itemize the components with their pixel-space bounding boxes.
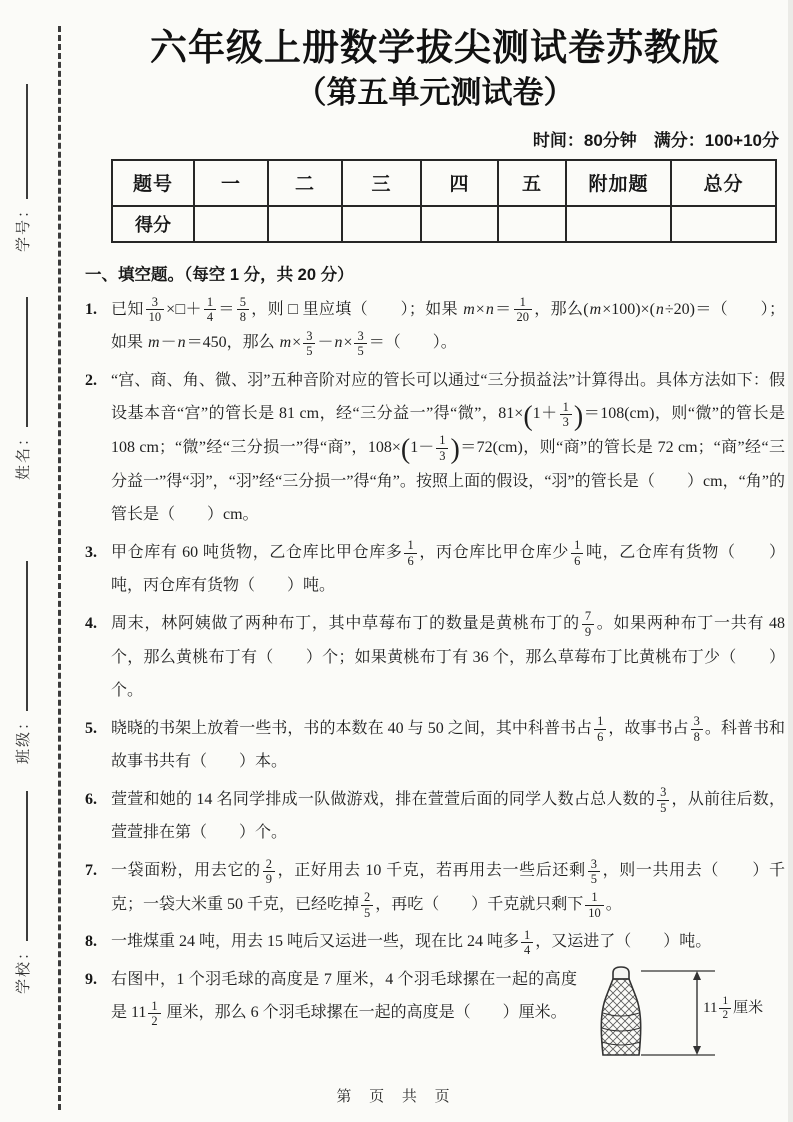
sidebar-item-school xyxy=(12,791,33,994)
fraction: $\frac{3}{5}$ xyxy=(657,785,669,815)
footer-page-label: 第 页 共 页 xyxy=(336,1089,457,1105)
section-heading: 一、填空题。（每空 1 分，共 20 分） xyxy=(85,265,354,284)
student-id-label: 学号： xyxy=(16,200,32,252)
score-cell xyxy=(342,206,421,242)
question xyxy=(85,536,785,603)
big-paren: ( xyxy=(400,434,411,466)
page-subtitle: （第五单元测试卷） xyxy=(295,75,575,111)
figure-dimension-label xyxy=(703,993,763,1025)
sidebar-item-student-id xyxy=(12,84,33,252)
school-blank-line xyxy=(13,791,29,941)
question-number: 7. xyxy=(85,862,97,880)
question-text: 已知 $\frac{3}{10}$ ×□＋ $\frac{1}{4}$ ＝ $\frac{5}{8}$ ，则 □ 里应填（ ）；如果 m×n＝ $\frac{1}{20}$ ，那么(m×100)×(n÷20)＝（ ）；如果 m－n＝450，那么 m× $\frac{3}{5}$ －n× $\frac{3}{5}$ ＝（ ）。 xyxy=(111,295,785,358)
score-table-header-cell: 总分 xyxy=(671,160,776,206)
fraction: $\frac{1}{3}$ xyxy=(560,400,572,430)
question xyxy=(85,607,785,708)
score-table-header-cell: 三 xyxy=(342,160,421,206)
fraction: $\frac{1}{6}$ xyxy=(594,714,606,744)
binding-dashed-line xyxy=(58,26,61,1110)
score-cell xyxy=(194,206,268,242)
big-paren: ) xyxy=(573,400,584,432)
fraction: $\frac{3}{5}$ xyxy=(354,329,366,359)
score-cell xyxy=(671,206,776,242)
exam-content xyxy=(85,0,785,1067)
score-cell xyxy=(498,206,566,242)
score-cell xyxy=(566,206,671,242)
question-text: 11 $\frac{1}{2}$ 厘米 右图中，1 个羽毛球的高度是 7 厘米，4 个羽毛球摞在一起的高度是 11 $\frac{1}{2}$ 厘米，那么 6 个羽毛球摞在一起的高度是（ ）厘米。 xyxy=(111,963,785,1063)
shuttlecock-figure xyxy=(585,965,785,1061)
class-label: 班级： xyxy=(16,712,32,764)
dimension-int: 11 xyxy=(703,999,718,1016)
dimension-unit: 厘米 xyxy=(733,999,764,1016)
score-table-header-cell: 一 xyxy=(194,160,268,206)
fraction: $\frac{1}{20}$ xyxy=(514,295,532,325)
student-id-blank-line xyxy=(13,84,29,199)
question xyxy=(85,854,785,921)
fraction: $\frac{3}{10}$ xyxy=(146,295,164,325)
sidebar-item-name xyxy=(12,297,33,480)
fraction: $\frac{5}{8}$ xyxy=(237,295,249,325)
fraction: $\frac{1}{10}$ xyxy=(585,890,603,920)
math-variable: m xyxy=(279,334,292,352)
question-text: 甲仓库有 60 吨货物，乙仓库比甲仓库多 $\frac{1}{6}$ ，丙仓库比甲仓库少 $\frac{1}{6}$ 吨，乙仓库有货物（ ）吨，丙仓库有货物（ ）吨。 xyxy=(111,538,785,595)
fraction: $\frac{3}{5}$ xyxy=(303,329,315,359)
score-table xyxy=(111,159,777,243)
question-list xyxy=(85,293,785,1063)
class-blank-line xyxy=(13,561,29,711)
fraction: $\frac{2}{5}$ xyxy=(361,890,373,920)
question-number: 6. xyxy=(85,790,97,808)
question-text: 晓晓的书架上放着一些书，书的本数在 40 与 50 之间，其中科普书占 $\frac{1}{6}$ ，故事书占 $\frac{3}{8}$ 。科普书和故事书共有（ ）本。 xyxy=(111,714,785,771)
fraction: $\frac{3}{8}$ xyxy=(691,714,703,744)
score-label-cell: 得分 xyxy=(112,206,194,242)
score-cell xyxy=(421,206,498,242)
big-paren: ( xyxy=(523,400,533,432)
score-table-score-row xyxy=(112,206,776,242)
question-text: 一袋面粉，用去它的 $\frac{2}{9}$ ，正好用去 10 千克，若再用去一些后还剩 $\frac{3}{5}$ ，则一共用去（ ）千克；一袋大米重 50 千克，已经吃掉 $\frac{2}{5}$ ，再吃（ ）千克就只剩下 $\frac{1}{10}$ 。 xyxy=(111,856,785,920)
score-table-header-cell: 二 xyxy=(268,160,342,206)
question-number: 5. xyxy=(85,719,97,737)
score-table-header-cell: 题号 xyxy=(112,160,194,206)
question-number: 9. xyxy=(85,970,97,988)
school-label: 学校： xyxy=(16,942,32,994)
question-text: 一堆煤重 24 吨，用去 15 吨后又运进一些，现在比 24 吨多 $\frac{1}{4}$ ，又运进了（ ）吨。 xyxy=(111,927,712,958)
dimension-fraction: $\frac{1}{2}$ xyxy=(719,995,731,1022)
math-variable: m xyxy=(463,300,475,318)
math-variable: n xyxy=(485,300,494,318)
math-variable: n xyxy=(655,300,664,318)
sidebar-item-class xyxy=(12,561,33,764)
question-text: 周末，林阿姨做了两种布丁，其中草莓布丁的数量是黄桃布丁的 $\frac{7}{9}$ 。如果两种布丁一共有 48 个，那么黄桃布丁有（ ）个；如果黄桃布丁有 36 个，那么草莓布丁比黄桃布丁少（ ）个。 xyxy=(111,609,785,700)
score-table-header-cell: 附加题 xyxy=(566,160,671,206)
question-number: 4. xyxy=(85,614,97,632)
name-label: 姓名： xyxy=(16,428,32,480)
question-text: 萱萱和她的 14 名同学排成一队做游戏，排在萱萱后面的同学人数占总人数的 $\frac{3}{5}$ ，从前往后数，萱萱排在第（ ）个。 xyxy=(111,785,785,842)
score-table-header-row xyxy=(112,160,776,206)
fraction: $\frac{1}{2}$ xyxy=(148,999,160,1029)
fraction: $\frac{1}{4}$ xyxy=(204,295,216,325)
question-number: 2. xyxy=(85,371,97,389)
fraction: $\frac{7}{9}$ xyxy=(582,609,594,639)
fraction: $\frac{1}{3}$ xyxy=(436,433,448,463)
name-blank-line xyxy=(13,297,29,427)
fraction: $\frac{1}{4}$ xyxy=(521,928,533,958)
fraction: $\frac{3}{5}$ xyxy=(588,857,600,887)
fraction: $\frac{2}{9}$ xyxy=(263,857,275,887)
question xyxy=(85,925,785,959)
question-number: 3. xyxy=(85,543,97,561)
question xyxy=(85,712,785,779)
math-variable: m xyxy=(148,334,160,352)
question xyxy=(85,364,785,532)
big-paren: ) xyxy=(450,434,460,466)
question-number: 1. xyxy=(85,300,97,318)
score-cell xyxy=(268,206,342,242)
fraction: $\frac{1}{6}$ xyxy=(571,538,583,568)
math-variable: m xyxy=(589,300,602,318)
question xyxy=(85,963,785,1063)
exam-meta: 时间：80分钟 满分：100+10分 xyxy=(532,130,779,150)
page-title: 六年级上册数学拔尖测试卷苏教版 xyxy=(150,27,720,68)
math-variable: n xyxy=(177,334,186,352)
question xyxy=(85,783,785,850)
math-variable: n xyxy=(334,334,343,352)
question-text: “宫、商、角、微、羽”五种音阶对应的管长可以通过“三分损益法”计算得出。具体方法如下：假设基本音“宫”的管长是 81 cm，经“三分益一”得“微”，81×(1＋ $\frac{1}{3}$ )＝108(cm)，则“微”的管长是 108 cm；“微”经“三分损一”得“商”，108×(1－ $\frac{1}{3}$ )＝72(cm)，则“商”的管长是 72 cm；“商”经“三分益一”得“羽”，“羽”经“三分损一”得“角”。按照上面的假设，“羽”的管长是（ ）cm，“角”的管长是（ ）cm。 xyxy=(111,371,785,524)
score-table-header-cell: 五 xyxy=(498,160,566,206)
fraction: $\frac{1}{6}$ xyxy=(404,538,416,568)
question-number: 8. xyxy=(85,933,97,951)
score-table-header-cell: 四 xyxy=(421,160,498,206)
question xyxy=(85,293,785,360)
